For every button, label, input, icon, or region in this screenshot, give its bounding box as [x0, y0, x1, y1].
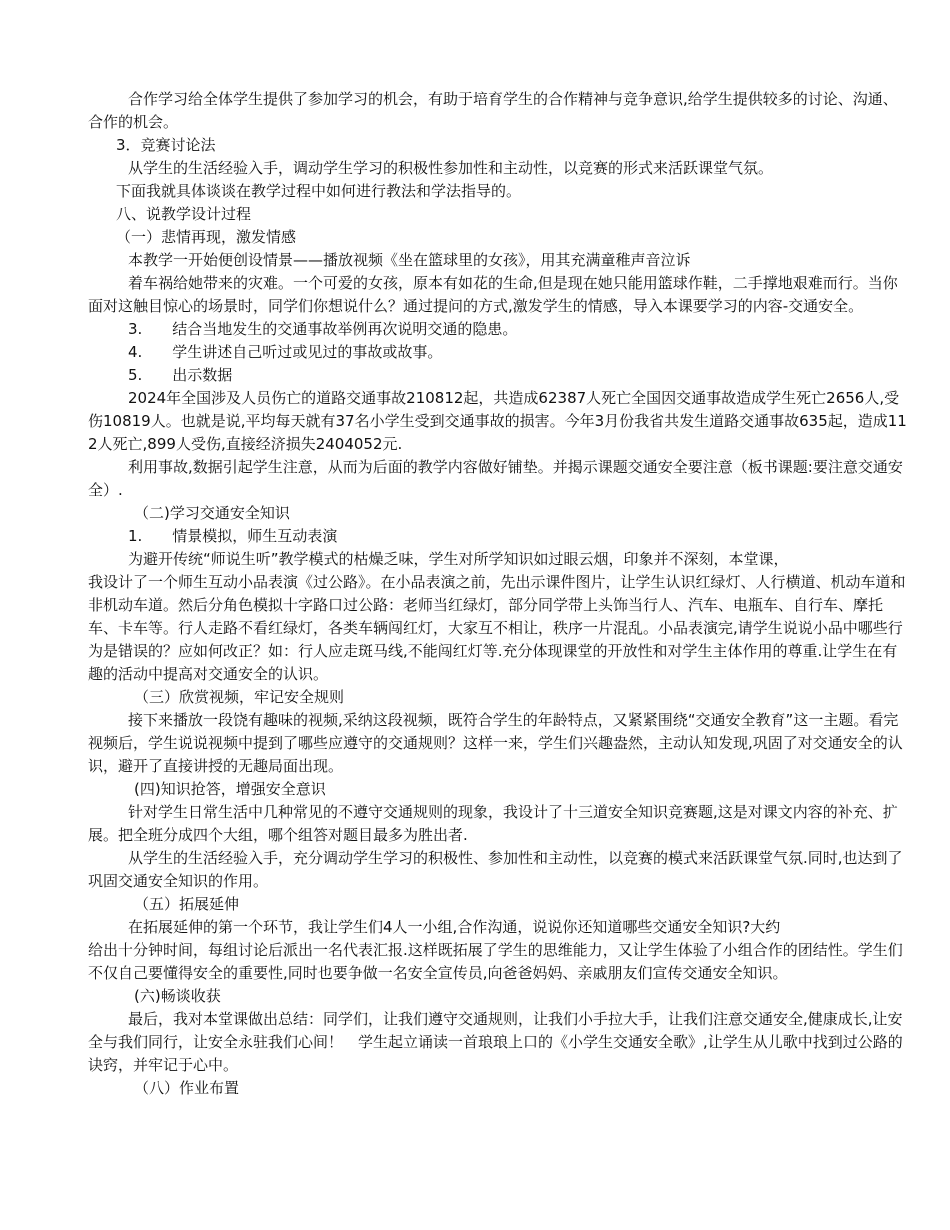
- paragraph-guidance-intro: 下面我就具体谈谈在教学过程中如何进行教法和学法指导的。: [116, 182, 522, 200]
- heading-part-five: （五）拓展延伸: [134, 895, 240, 913]
- paragraph-summary: 最后，我对本堂课做出总结：同学们，让我们遵守交通规则，让我们小手拉大手，让我们注意交通安全,健康成长,让安全与我们同行，让安全永驻我们心间！ 学生起立诵读一首琅琅上口的《小学生交通安全歌》,让学生从儿歌中找到过公路的诀窍，并牢记于心中。: [88, 1010, 903, 1074]
- paragraph-quiz: 针对学生日常生活中几种常见的不遵守交通规则的现象，我设计了十三道安全知识竞赛题,这是对课文内容的补充、扩展。把全班分成四个大组，哪个组答对题目最多为胜出者.: [88, 803, 898, 844]
- heading-part-six: (六)畅谈收获: [134, 987, 221, 1005]
- list-item-3: 3. 结合当地发生的交通事故举例再次说明交通的隐患。: [128, 320, 518, 338]
- paragraph-video-intro: 本教学一开始便创设情景——播放视频《坐在篮球里的女孩》，用其充满童稚声音泣诉: [128, 251, 691, 269]
- paragraph-avoid-boredom: 为避开传统“师说生听”教学模式的枯燥乏味，学生对所学知识如过眼云烟，印象并不深刻，本堂课，: [128, 550, 789, 568]
- paragraph-cooperative-learning: 合作学习给全体学生提供了参加学习的机会，有助于培育学生的合作精神与竞争意识,给学生提供较多的讨论、沟通、合作的机会。: [88, 90, 898, 131]
- list-item-1-simulation: 1. 情景模拟，师生互动表演: [128, 527, 338, 545]
- list-item-5: 5. 出示数据: [128, 366, 233, 384]
- paragraph-extension-group: 在拓展延伸的第一个环节，我让学生们4人一小组,合作沟通，说说你还知道哪些交通安全知识?大约: [128, 918, 781, 936]
- paragraph-girl-story: 着车祸给她带来的灾难。一个可爱的女孩，原本有如花的生命,但是现在她只能用篮球作鞋，二手撑地艰难而行。当你面对这触目惊心的场景时，同学们你想说什么？通过提问的方式,激发学生的情感，导入本课要学习的内容-交通安全。: [88, 274, 898, 315]
- heading-part-three: （三）欣赏视频，牢记安全规则: [134, 688, 345, 706]
- paragraph-competition-method: 从学生的生活经验入手，调动学生学习的积极性参加性和主动性，以竞赛的形式来活跃课堂气氛。: [128, 159, 774, 177]
- heading-part-four: (四)知识抢答，增强安全意识: [134, 780, 326, 798]
- heading-part-one: （一）悲情再现，激发情感: [116, 228, 297, 246]
- list-item-4: 4. 学生讲述自己听过或见过的事故或故事。: [128, 343, 443, 361]
- heading-part-two: （二)学习交通安全知识: [134, 504, 290, 522]
- paragraph-video-rules: 接下来播放一段饶有趣味的视频,采纳这段视频，既符合学生的年龄特点，又紧紧围绕“交通安全教育”这一主题。看完视频后，学生说说视频中提到了哪些应遵守的交通规则？这样一来，学生们兴趣盎然，主动认知发现,巩固了对交通安全的认识，避开了直接讲授的无趣局面出现。: [88, 711, 903, 775]
- heading-part-eight: （八）作业布置: [134, 1079, 240, 1097]
- heading-section-eight: 八、说教学设计过程: [116, 205, 252, 223]
- paragraph-accident-data: 2024年全国涉及人员伤亡的道路交通事故210812起，共造成62387人死亡全国因交通事故造成学生死亡2656人,受伤10819人。也就是说,平均每天就有37名小学生受到交通事故的损害。今年3月份我省共发生道路交通事故635起，造成112人死亡,899人受伤,直接经济损失2404052元.: [88, 389, 907, 453]
- paragraph-reveal-topic: 利用事故,数据引起学生注意，从而为后面的教学内容做好铺垫。并揭示课题交通安全要注意（板书课题:要注意交通安全）.: [88, 458, 903, 499]
- paragraph-quiz-purpose: 从学生的生活经验入手，充分调动学生学习的积极性、参加性和主动性，以竞赛的模式来活跃课堂气氛.同时,也达到了巩固交通安全知识的作用。: [88, 849, 903, 890]
- heading-competition-method: 3．竞赛讨论法: [116, 136, 216, 154]
- paragraph-extension-report: 给出十分钟时间，每组讨论后派出一名代表汇报.这样既拓展了学生的思维能力，又让学生体验了小组合作的团结性。学生们不仅自己要懂得安全的重要性,同时也要争做一名安全宣传员,向爸爸妈妈、亲戚朋友们宣传交通安全知识。: [88, 941, 903, 982]
- paragraph-skit-design: 我设计了一个师生互动小品表演《过公路》。在小品表演之前，先出示课件图片，让学生认识红绿灯、人行横道、机动车道和非机动车道。然后分角色模拟十字路口过公路：老师当红绿灯，部分同学带上头饰当行人、汽车、电瓶车、自行车、摩托车、卡车等。行人走路不看红绿灯，各类车辆闯红灯，大家互不相让，秩序一片混乱。小品表演完,请学生说说小品中哪些行为是错误的？应如何改正？如：行人应走斑马线,不能闯红灯等.充分体现课堂的开放性和对学生主体作用的尊重.让学生在有趣的活动中提高对交通安全的认识。: [88, 573, 906, 683]
